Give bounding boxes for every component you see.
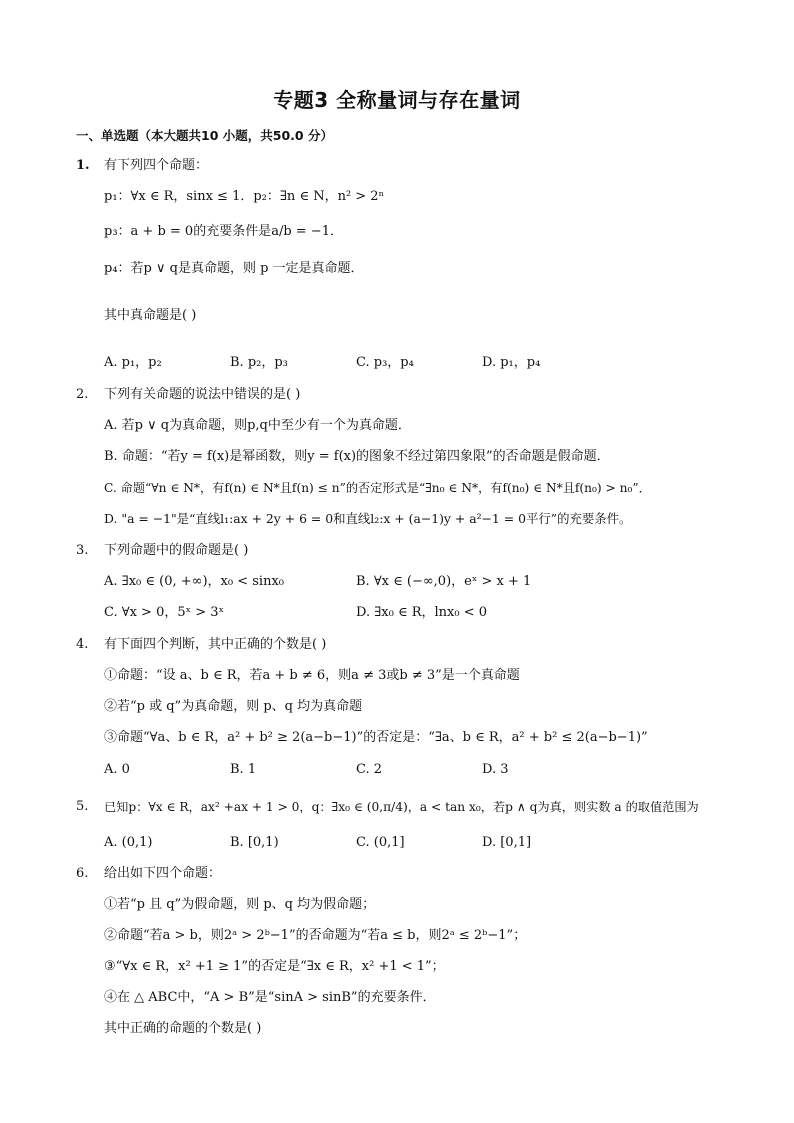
option-d: D. [0,1] [482, 835, 532, 850]
question-line: p₄：若p ∨ q是真命题，则 p 一定是真命题． [104, 261, 364, 276]
question-number: 1. [76, 158, 90, 173]
option-b: B. 1 [230, 762, 257, 777]
question-number: 4. [76, 637, 89, 652]
option-d: D. ∃x₀ ∈ R，lnx₀ < 0 [356, 605, 487, 620]
option-b: B. p₂，p₃ [230, 355, 288, 370]
page-title: 专题3 全称量词与存在量词 [273, 88, 521, 112]
option-c: C. 2 [356, 762, 383, 777]
statement-1: ①命题：“设 a、b ∈ R，若a + b ≠ 6，则a ≠ 3或b ≠ 3”是一个真命题 [104, 668, 520, 683]
question-number: 3. [76, 543, 89, 558]
option-a: A. p₁，p₂ [104, 355, 162, 370]
question-line: p₃：a + b = 0的充要条件是a/b = −1． [104, 224, 343, 239]
question-stem: 有下面四个判断，其中正确的个数是( ) [104, 637, 327, 652]
question-stem: 已知p：∀x ∈ R，ax² +ax + 1 > 0，q：∃x₀ ∈ (0,π/4)，a < tan x₀，若p ∧ q为真，则实数 a 的取值范围为 [104, 800, 699, 814]
statement-3: ③“∀x ∈ R，x² +1 ≥ 1”的否定是“∃x ∈ R，x² +1 < 1”； [104, 959, 445, 974]
question-number: 6. [76, 866, 89, 881]
question-stem: 给出如下四个命题： [104, 866, 222, 881]
statement-1: ①若“p 且 q”为假命题，则 p、q 均为假命题； [104, 897, 376, 912]
option-c: C. 命题“∀n ∈ N*，有f(n) ∈ N*且f(n) ≤ n”的否定形式是“∃n₀ ∈ N*，有f(n₀) ∈ N*且f(n₀) > n₀”． [104, 481, 651, 495]
section-heading: 一、单选题（本大题共10 小题，共50.0 分） [76, 128, 333, 143]
statement-3: ③命题“∀a、b ∈ R，a² + b² ≥ 2(a−b−1)”的否定是：“∃a、b ∈ R，a² + b² ≤ 2(a−b−1)” [104, 730, 648, 745]
question-stem: 下列有关命题的说法中错误的是( ) [104, 387, 301, 402]
option-d: D. 3 [482, 762, 509, 777]
option-b: B. [0,1) [230, 835, 279, 850]
option-d: D. p₁，p₄ [482, 355, 541, 370]
statement-2: ②命题“若a > b，则2ᵃ > 2ᵇ−1”的否命题为“若a ≤ b，则2ᵃ ≤ 2ᵇ−1”； [104, 928, 527, 943]
statement-4: ④在 △ ABC中，“A > B”是“sinA > sinB”的充要条件． [104, 990, 436, 1005]
question-line: 其中真命题是( ) [104, 308, 197, 323]
question-stem: 有下列四个命题： [104, 158, 209, 173]
question-number: 5. [76, 799, 89, 814]
option-c: C. (0,1] [356, 835, 405, 850]
option-b: B. 命题：“若y = f(x)是幂函数，则y = f(x)的图象不经过第四象限”的否命题是假命题． [104, 449, 610, 464]
question-prompt: 其中正确的命题的个数是( ) [104, 1021, 262, 1036]
option-a: A. ∃x₀ ∈ (0, +∞)，x₀ < sinx₀ [104, 574, 284, 589]
question-stem: 下列命题中的假命题是( ) [104, 543, 249, 558]
option-c: C. ∀x > 0，5ˣ > 3ˣ [104, 605, 225, 620]
option-a: A. 若p ∨ q为真命题，则p,q中至少有一个为真命题． [104, 418, 411, 433]
statement-2: ②若“p 或 q”为真命题，则 p、q 均为真命题 [104, 699, 363, 714]
option-a: A. 0 [104, 762, 130, 777]
option-b: B. ∀x ∈ (−∞,0)，eˣ > x + 1 [356, 574, 532, 589]
question-number: 2. [76, 387, 89, 402]
option-d: D. "a = −1"是“直线l₁:ax + 2y + 6 = 0和直线l₂:x + (a−1)y + a²−1 = 0平行”的充要条件。 [104, 511, 632, 526]
option-c: C. p₃，p₄ [356, 355, 414, 370]
option-a: A. (0,1) [104, 835, 153, 850]
question-line: p₁：∀x ∈ R，sinx ≤ 1．p₂：∃n ∈ N，n² > 2ⁿ [104, 189, 385, 204]
